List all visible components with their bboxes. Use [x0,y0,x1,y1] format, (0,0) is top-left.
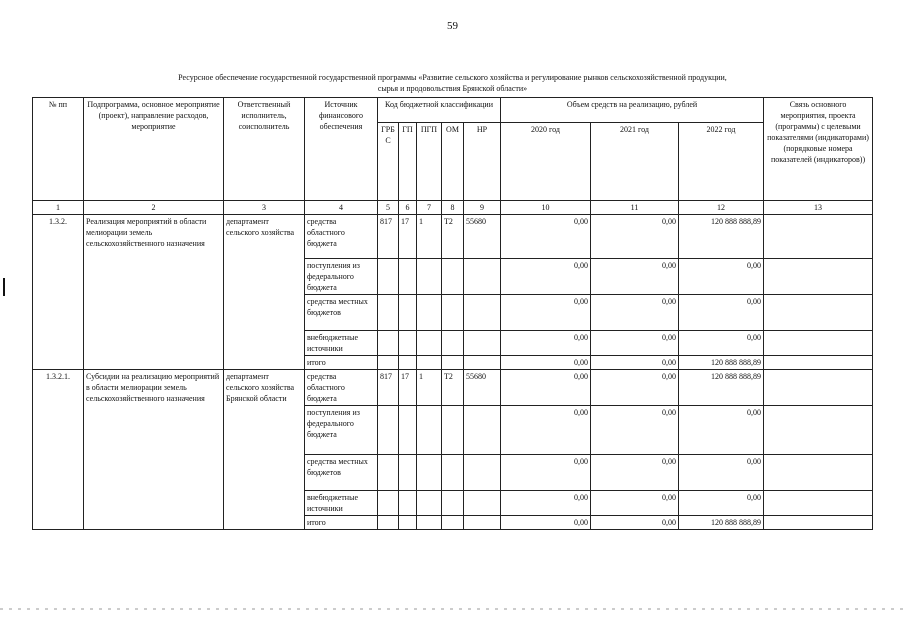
source-cell: внебюджетные источники [305,491,378,516]
grbs-cell [378,259,399,295]
scan-edge-mark [3,278,5,296]
amount-2022-cell: 120 888 888,89 [679,215,764,259]
link-cell [764,370,873,406]
amount-2020-cell: 0,00 [501,356,591,370]
header-subprogram: Подпрограмма, основное мероприятие (проект), направление расходов, мероприятие [84,98,224,201]
np-cell [464,406,501,455]
np-cell: 55680 [464,215,501,259]
gp-cell [399,259,417,295]
header-source: Источник финансового обеспечения [305,98,378,201]
header-budget-code: Код бюджетной классификации [378,98,501,123]
np-cell [464,331,501,356]
link-cell [764,331,873,356]
grbs-cell [378,331,399,356]
header-np: НР [464,123,501,201]
link-cell [764,215,873,259]
source-cell: средства областного бюджета [305,215,378,259]
amount-2020-cell: 0,00 [501,215,591,259]
page-number: 59 [447,20,458,32]
amount-2020-cell: 0,00 [501,516,591,530]
om-cell [442,259,464,295]
gp-cell [399,331,417,356]
title-line-1: Ресурсное обеспечение государственной государственной программы «Развитие сельского хозяйства и регулирование рынков сельскохозяйственной продукции, [178,73,727,82]
amount-2020-cell: 0,00 [501,295,591,331]
om-cell [442,491,464,516]
column-number-cell: 6 [399,201,417,215]
header-link: Связь основного мероприятия, проекта (программы) с целевыми показателями (индикаторами) (порядковые номера показателей (индикаторов)) [764,98,873,201]
title-line-2: сырья и продовольствия Брянской области» [377,84,528,93]
header-2022: 2022 год [679,123,764,201]
source-cell: итого [305,516,378,530]
amount-2020-cell: 0,00 [501,491,591,516]
source-cell: средства местных бюджетов [305,455,378,491]
header-num: № пп [33,98,84,201]
amount-2021-cell: 0,00 [591,406,679,455]
grbs-cell [378,491,399,516]
np-cell [464,295,501,331]
document-title [40,72,865,94]
header-pgp: ПГП [417,123,442,201]
amount-2021-cell: 0,00 [591,295,679,331]
column-number-cell: 1 [33,201,84,215]
om-cell [442,356,464,370]
source-cell: средства областного бюджета [305,370,378,406]
gp-cell: 17 [399,215,417,259]
grbs-cell [378,295,399,331]
amount-2020-cell: 0,00 [501,455,591,491]
amount-2022-cell: 0,00 [679,455,764,491]
header-2021: 2021 год [591,123,679,201]
item-number-cell: 1.3.2. [33,215,84,370]
om-cell [442,331,464,356]
column-number-row [33,201,873,215]
pgp-cell [417,455,442,491]
np-cell [464,259,501,295]
amount-2022-cell: 120 888 888,89 [679,370,764,406]
amount-2022-cell: 0,00 [679,295,764,331]
amount-2021-cell: 0,00 [591,516,679,530]
np-cell [464,516,501,530]
source-cell: внебюджетные источники [305,331,378,356]
om-cell: Т2 [442,215,464,259]
gp-cell [399,406,417,455]
column-number-cell: 4 [305,201,378,215]
gp-cell [399,491,417,516]
amount-2021-cell: 0,00 [591,215,679,259]
amount-2022-cell: 120 888 888,89 [679,356,764,370]
header-executor: Ответственный исполнитель, соисполнитель [224,98,305,201]
grbs-cell: 817 [378,215,399,259]
resource-table [32,97,873,530]
gp-cell: 17 [399,370,417,406]
om-cell [442,455,464,491]
pgp-cell [417,356,442,370]
amount-2021-cell: 0,00 [591,370,679,406]
link-cell [764,491,873,516]
link-cell [764,356,873,370]
column-number-cell: 10 [501,201,591,215]
column-number-cell: 5 [378,201,399,215]
link-cell [764,455,873,491]
column-number-cell: 12 [679,201,764,215]
table-row [33,215,873,259]
link-cell [764,406,873,455]
source-cell: средства местных бюджетов [305,295,378,331]
column-number-cell: 13 [764,201,873,215]
np-cell [464,356,501,370]
header-2020: 2020 год [501,123,591,201]
om-cell [442,516,464,530]
executor-cell: департамент сельского хозяйства Брянской области [224,370,305,530]
column-number-cell: 3 [224,201,305,215]
pgp-cell: 1 [417,215,442,259]
link-cell [764,516,873,530]
grbs-cell: 817 [378,370,399,406]
header-row-1 [33,98,873,123]
gp-cell [399,356,417,370]
column-number-cell: 8 [442,201,464,215]
header-grbs: ГРБ С [378,123,399,201]
gp-cell [399,516,417,530]
link-cell [764,259,873,295]
link-cell [764,295,873,331]
amount-2022-cell: 0,00 [679,406,764,455]
scan-noise-line [0,608,905,610]
pgp-cell: 1 [417,370,442,406]
pgp-cell [417,295,442,331]
table-row [33,370,873,406]
item-number-cell: 1.3.2.1. [33,370,84,530]
pgp-cell [417,406,442,455]
column-number-cell: 9 [464,201,501,215]
np-cell [464,455,501,491]
pgp-cell [417,491,442,516]
item-name-cell: Субсидии на реализацию мероприятий в области мелиорации земель сельскохозяйственного назначения [84,370,224,530]
amount-2022-cell: 0,00 [679,331,764,356]
np-cell: 55680 [464,370,501,406]
np-cell [464,491,501,516]
gp-cell [399,295,417,331]
pgp-cell [417,516,442,530]
executor-cell: департамент сельского хозяйства [224,215,305,370]
pgp-cell [417,331,442,356]
grbs-cell [378,455,399,491]
om-cell [442,406,464,455]
source-cell: итого [305,356,378,370]
source-cell: поступления из федерального бюджета [305,406,378,455]
amount-2022-cell: 0,00 [679,491,764,516]
source-cell: поступления из федерального бюджета [305,259,378,295]
amount-2021-cell: 0,00 [591,331,679,356]
gp-cell [399,455,417,491]
amount-2022-cell: 0,00 [679,259,764,295]
header-om: ОМ [442,123,464,201]
amount-2020-cell: 0,00 [501,370,591,406]
header-gp: ГП [399,123,417,201]
grbs-cell [378,356,399,370]
column-number-cell: 11 [591,201,679,215]
grbs-cell [378,406,399,455]
grbs-cell [378,516,399,530]
amount-2021-cell: 0,00 [591,455,679,491]
amount-2020-cell: 0,00 [501,331,591,356]
om-cell: Т2 [442,370,464,406]
item-name-cell: Реализация мероприятий в области мелиорации земель сельскохозяйственного назначения [84,215,224,370]
pgp-cell [417,259,442,295]
om-cell [442,295,464,331]
amount-2021-cell: 0,00 [591,491,679,516]
column-number-cell: 2 [84,201,224,215]
amount-2022-cell: 120 888 888,89 [679,516,764,530]
header-amount: Объем средств на реализацию, рублей [501,98,764,123]
amount-2021-cell: 0,00 [591,356,679,370]
amount-2020-cell: 0,00 [501,259,591,295]
column-number-cell: 7 [417,201,442,215]
amount-2020-cell: 0,00 [501,406,591,455]
amount-2021-cell: 0,00 [591,259,679,295]
